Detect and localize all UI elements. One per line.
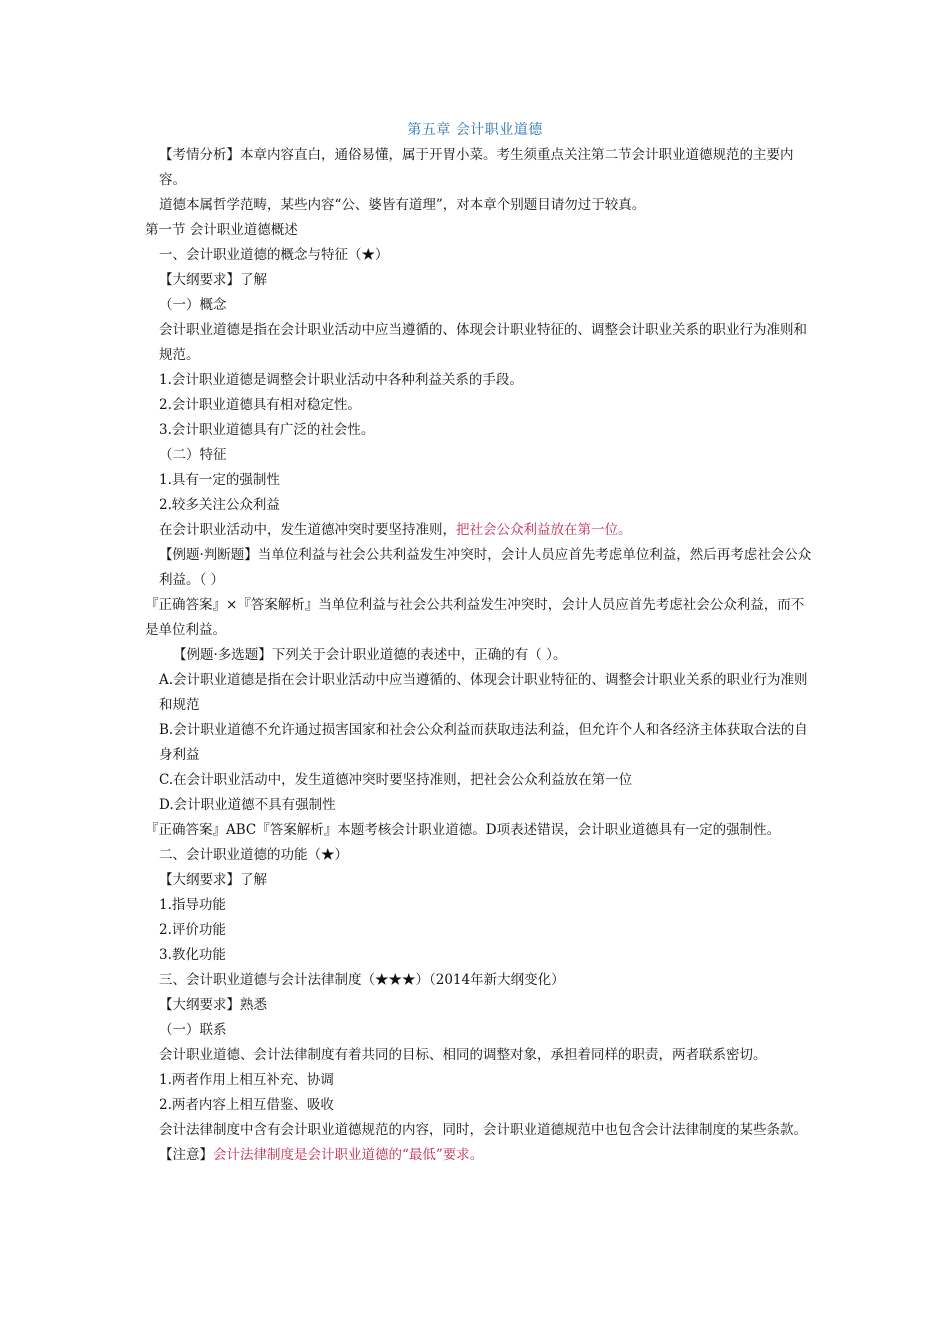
document-body: [145, 143, 813, 1168]
concept-definition: 会计职业道德是指在会计职业活动中应当遵循的、体现会计职业特征的、调整会计职业关系的职业行为准则和规范。: [159, 322, 807, 363]
part2-heading: 二、会计职业道德的功能（★）: [159, 847, 348, 863]
part1-sub-features: （二）特征: [159, 447, 227, 463]
list-item: 2.评价功能: [159, 922, 226, 938]
chapter-title: 第五章 会计职业道德: [407, 122, 543, 138]
exam-analysis: 【考情分析】本章内容直白，通俗易懂，属于开胃小菜。考生须重点关注第二节会计职业道德规范的主要内容。: [159, 147, 794, 188]
conflict-highlight: 把社会公众利益放在第一位。: [456, 522, 632, 538]
list-item: 1.具有一定的强制性: [159, 472, 280, 488]
list-item: 1.两者作用上相互补充、协调: [159, 1072, 334, 1088]
option-item: B.会计职业道德不允许通过损害国家和社会公众利益而获取违法利益，但允许个人和各经济主体获取合法的自身利益: [159, 722, 808, 763]
note: [145, 1143, 813, 1168]
part1-sub-concept: （一）概念: [159, 297, 227, 313]
conflict-rule: [145, 518, 813, 543]
example2-answer: 『正确答案』ABC『答案解析』本题考核会计职业道德。D项表述错误，会计职业道德具有一定的强制性。: [145, 822, 781, 838]
example2-question: 【例题·多选题】下列关于会计职业道德的表述中，正确的有（ ）。: [173, 647, 567, 663]
relation-description: 会计职业道德、会计法律制度有着共同的目标、相同的调整对象，承担着同样的职责，两者联系密切。: [159, 1047, 767, 1063]
intro-note: 道德本属哲学范畴，某些内容“公、婆皆有道理”，对本章个别题目请勿过于较真。: [159, 197, 646, 213]
list-item: 3.教化功能: [159, 947, 226, 963]
conflict-text: 在会计职业活动中，发生道德冲突时要坚持准则，: [159, 522, 456, 538]
option-item: C.在会计职业活动中，发生道德冲突时要坚持准则，把社会公众利益放在第一位: [159, 772, 633, 788]
list-item: 2.较多关注公众利益: [159, 497, 280, 513]
part1-requirement: 【大纲要求】了解: [159, 272, 267, 288]
list-item: 3.会计职业道德具有广泛的社会性。: [159, 422, 375, 438]
note-highlight: 会计法律制度是会计职业道德的“最低”要求。: [213, 1147, 484, 1163]
list-item: 2.两者内容上相互借鉴、吸收: [159, 1097, 334, 1113]
list-item: 1.指导功能: [159, 897, 226, 913]
list-item: 2.会计职业道德具有相对稳定性。: [159, 397, 361, 413]
part3-heading: 三、会计职业道德与会计法律制度（★★★）（2014年新大纲变化）: [159, 972, 565, 988]
note-label: 【注意】: [159, 1147, 213, 1163]
example1-question: 【例题·判断题】当单位利益与社会公共利益发生冲突时，会计人员应首先考虑单位利益，然后再考虑社会公众利益。（ ）: [159, 547, 812, 588]
option-item: A.会计职业道德是指在会计职业活动中应当遵循的、体现会计职业特征的、调整会计职业关系的职业行为准则和规范: [159, 672, 808, 713]
part2-requirement: 【大纲要求】了解: [159, 872, 267, 888]
part3-sub-relation: （一）联系: [159, 1022, 227, 1038]
example1-answer: 『正确答案』×『答案解析』当单位利益与社会公共利益发生冲突时，会计人员应首先考虑社会公众利益，而不是单位利益。: [145, 597, 805, 638]
option-item: D.会计职业道德不具有强制性: [159, 797, 336, 813]
list-item: 1.会计职业道德是调整会计职业活动中各种利益关系的手段。: [159, 372, 523, 388]
part1-heading: 一、会计职业道德的概念与特征（★）: [159, 247, 389, 263]
section-heading: 第一节 会计职业道德概述: [145, 222, 298, 238]
part3-requirement: 【大纲要求】熟悉: [159, 997, 267, 1013]
relation-description-2: 会计法律制度中含有会计职业道德规范的内容，同时，会计职业道德规范中也包含会计法律制度的某些条款。: [159, 1122, 807, 1138]
